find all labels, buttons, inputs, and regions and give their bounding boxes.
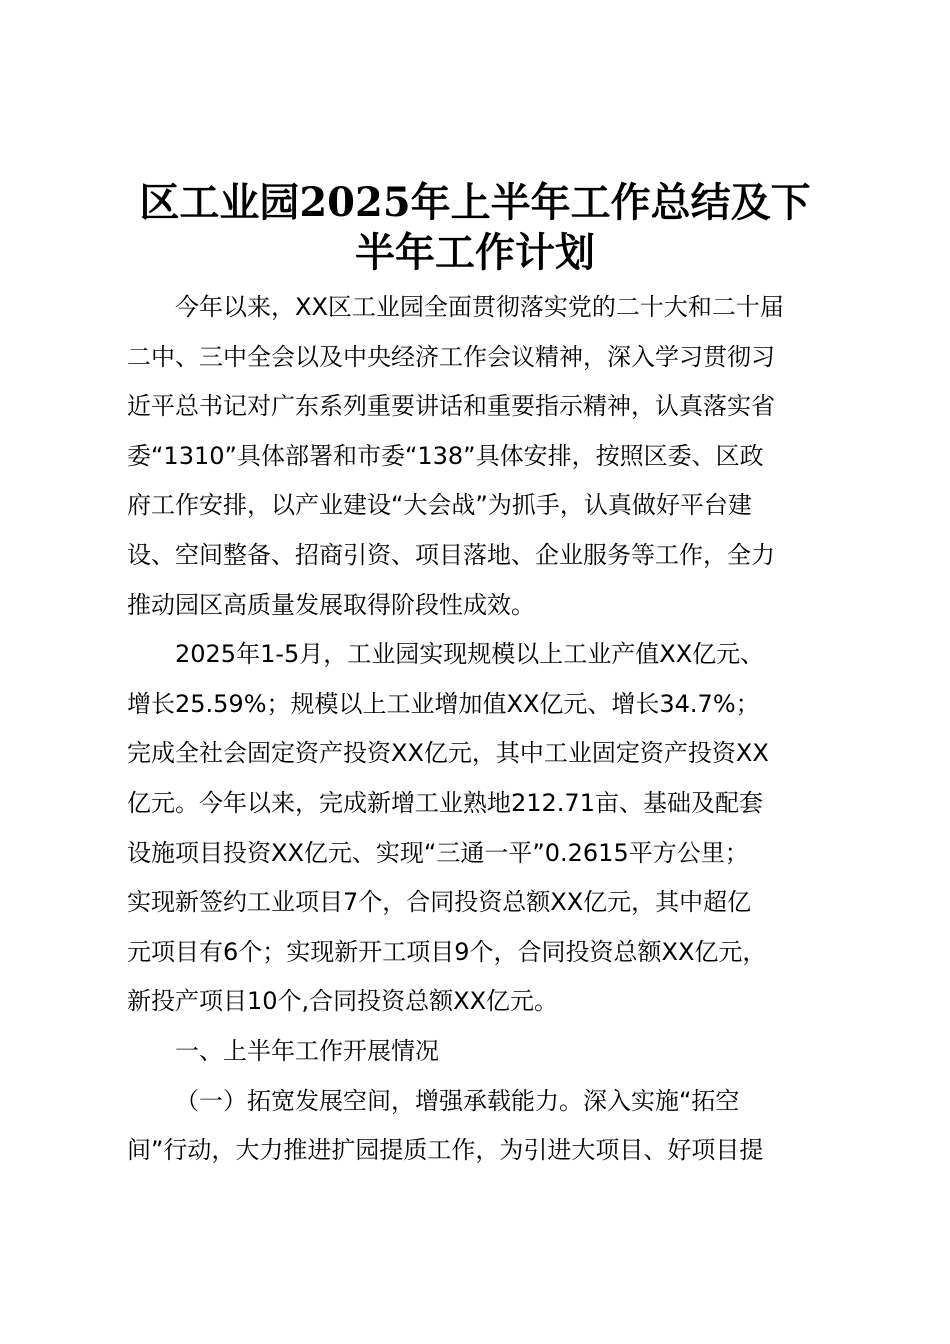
paragraph-line: 间”行动，大力推进扩园提质工作，为引进大项目、好项目提: [127, 1136, 764, 1165]
paragraph-line: 新投产项目10个,合同投资总额XX亿元。: [127, 987, 559, 1016]
paragraph-line: （一）拓宽发展空间，增强承载能力。深入实施“拓空: [175, 1086, 740, 1115]
paragraph-line: 二中、三中全会以及中央经济工作会议精神，深入学习贯彻习: [127, 342, 775, 371]
paragraph-line: 委“1310”具体部署和市委“138”具体安排，按照区委、区政: [127, 441, 764, 470]
section-heading: [127, 1027, 837, 1077]
title-line-1: 区工业园2025年上半年工作总结及下: [139, 179, 811, 226]
paragraph-line: 推动园区高质量发展取得阶段性成效。: [127, 590, 535, 619]
paragraph-line: 设施项目投资XX亿元、实现“三通一平”0.2615平方公里；: [127, 838, 749, 867]
paragraph-line: 2025年1-5月，工业园实现规模以上工业产值XX亿元、: [175, 640, 765, 669]
paragraph-line: 近平总书记对广东系列重要讲话和重要指示精神，认真落实省: [127, 392, 775, 421]
title-line-2: 半年工作计划: [355, 229, 595, 276]
paragraph-line: 实现新签约工业项目7个，合同投资总额XX亿元，其中超亿: [127, 888, 752, 917]
section-heading-text: 一、上半年工作开展情况: [175, 1036, 439, 1065]
paragraph-line: 设、空间整备、招商引资、项目落地、企业服务等工作，全力: [127, 540, 775, 569]
paragraph-line: 元项目有6个；实现新开工项目9个，合同投资总额XX亿元，: [127, 937, 767, 966]
document-body: [127, 283, 837, 1176]
paragraph-line: 亿元。今年以来，完成新增工业熟地212.71亩、基础及配套: [127, 788, 763, 817]
paragraph-statistics: [127, 630, 837, 1027]
paragraph-intro: [127, 283, 837, 630]
paragraph-line: 今年以来，XX区工业园全面贯彻落实党的二十大和二十届: [175, 293, 784, 321]
paragraph-subsection: [127, 1077, 837, 1176]
paragraph-line: 增长25.59%；规模以上工业增加值XX亿元、增长34.7%；: [127, 689, 760, 718]
paragraph-line: 完成全社会固定资产投资XX亿元，其中工业固定资产投资XX: [127, 739, 769, 768]
document-title: [100, 178, 850, 278]
paragraph-line: 府工作安排，以产业建设“大会战”为抓手，认真做好平台建: [127, 491, 752, 520]
